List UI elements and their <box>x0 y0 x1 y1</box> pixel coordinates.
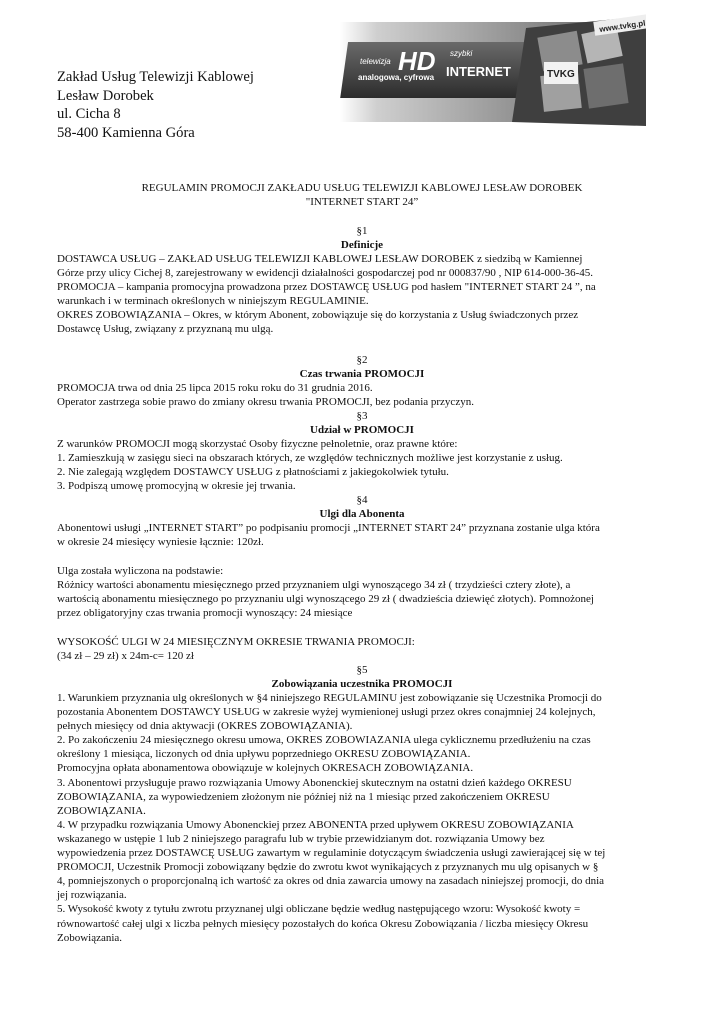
text-line: DOSTAWCA USŁUG – ZAKŁAD USŁUG TELEWIZJI KABLOWEJ LESŁAW DOROBEK z siedzibą w Kamiennej <box>57 253 583 265</box>
text-line: Promocyjna opłata abonamentowa obowiązuje w kolejnych OKRESACH ZOBOWIĄZANIA. <box>57 762 474 775</box>
address-line: ul. Cicha 8 <box>57 106 121 122</box>
text-line: jej rozwiązania. <box>57 889 127 902</box>
text-line: wypowiedzenia przez DOSTAWCĘ USŁUG zawartym w regulaminie dotyczącym świadczenia usługi zawierającej się w tej <box>57 847 606 860</box>
text-line: 1. Zamieszkują w zasięgu sieci na obszarach których, ze względów technicznych możliwe jest korzystanie z usług. <box>57 452 563 465</box>
text-line: PROMOCJI, Uczestnik Promocji zobowiązany będzie do zwrotu kwot wynikających z przyznanych mu ulg opisanych w § <box>57 861 599 874</box>
text-line: ZOBOWIĄZANIA. <box>57 804 146 817</box>
text-line: Zobowiązania. <box>57 931 123 944</box>
banner-logo: TVKG <box>547 69 575 80</box>
text-line: wartością abonamentu miesięcznego po przyznaniu ulgi wynoszącego 29 zł ( dwadzieścia dziewięć złotych). Pomnożonej <box>57 593 594 606</box>
text-line: pełnych miesięcy od dnia aktywacji (OKRES ZOBOWIĄZANIA). <box>57 720 353 733</box>
section-5-heading: Zobowiązania uczestnika PROMOCJI <box>271 678 453 690</box>
text-line: przez obligatoryjny czas trwania promocji wynoszący: 24 miesiące <box>57 607 353 620</box>
text-line: Górze przy ulicy Cichej 8, zarejestrowany w ewidencji działalności gospodarczej pod nr 000837/90 , NIP 614-000-36-45. <box>57 267 593 280</box>
section-4-heading: Ulgi dla Abonenta <box>319 508 405 520</box>
text-line: 2. Nie zalegają względem DOSTAWCY USŁUG z płatnościami z jakiegokolwiek tytułu. <box>57 466 449 479</box>
banner-tv-small: telewizja <box>360 57 391 66</box>
banner-tv-big: HD <box>398 46 436 76</box>
section-1-number: §1 <box>356 225 368 237</box>
section-2-heading: Czas trwania PROMOCJI <box>299 368 425 380</box>
text-line: 3. Abonentowi przysługuje prawo rozwiązania Umowy Abonenckiej skutecznym na ostatni dzień każdego OKRESU <box>57 776 572 789</box>
banner-tv-sub: analogowa, cyfrowa <box>358 73 435 82</box>
text-line: 4, pomniejszonych o proporcjonalną ich wartość za okres od dnia zawarcia umowy na zasadach niniejszej promocji, do dnia <box>57 875 605 888</box>
text-line: PROMOCJA trwa od dnia 25 lipca 2015 roku roku do 31 grudnia 2016. <box>57 382 373 394</box>
text-line: ZOBOWIĄZANIA, za wypowiedzeniem złożonym nie później niż na 1 miesiąc przed zakończeniem OKRESU <box>57 790 550 803</box>
text-line: Różnicy wartości abonamentu miesięcznego przed przyznaniem ulgi wynoszącego 34 zł ( trzydzieści cztery złote), a <box>57 579 571 592</box>
text-line: Abonentowi usługi „INTERNET START” po podpisaniu promocji „INTERNET START 24” przyznana zostanie ulga która <box>57 522 600 534</box>
text-line: 1. Warunkiem przyznania ulg określonych w §4 niniejszego REGULAMINU jest zobowiązanie się Uczestnika Promocji do <box>57 692 602 704</box>
text-line: PROMOCJA – kampania promocyjna prowadzona przez DOSTAWCĘ USŁUG pod hasłem "INTERNET START 24 ”, na <box>57 281 596 294</box>
text-line: WYSOKOŚĆ ULGI W 24 MIESIĘCZNYM OKRESIE TRWANIA PROMOCJI: <box>57 636 415 648</box>
section-1-body <box>57 252 667 337</box>
text-line: 4. W przypadku rozwiązania Umowy Abonenckiej przez ABONENTA przed upływem OKRESU ZOBOWIĄZANIA <box>57 818 574 831</box>
address-line: 58-400 Kamienna Góra <box>57 124 195 141</box>
section-3-body <box>57 437 667 493</box>
section-1-heading: Definicje <box>340 239 384 251</box>
section-3-number: §3 <box>356 410 368 422</box>
section-5-body <box>57 691 667 945</box>
text-line: Z warunków PROMOCJI mogą skorzystać Osoby fizyczne pełnoletnie, oraz prawne które: <box>57 438 458 450</box>
text-line: pozostania Abonentem DOSTAWCY USŁUG w zakresie wyżej wymienionej usługi przez okres conajmniej 24 kolejnych, <box>57 706 596 719</box>
photo-tile <box>583 63 628 108</box>
section-4-paragraph-1 <box>57 521 667 549</box>
promo-banner <box>340 14 646 126</box>
banner-url: www.tvkg.pl <box>598 18 646 35</box>
section-4-paragraph-3 <box>57 635 667 663</box>
company-address <box>57 68 254 142</box>
section-5-number: §5 <box>356 664 368 676</box>
title-line-1: REGULAMIN PROMOCJI ZAKŁADU USŁUG TELEWIZJI KABLOWEJ LESŁAW DOROBEK <box>141 182 583 194</box>
text-line: Ulga została wyliczona na podstawie: <box>57 565 224 577</box>
text-line: 2. Po zakończeniu 24 miesięcznego okresu umowa, OKRES ZOBOWIAZANIA ulega cyklicznemu przedłużeniu na czas <box>57 734 591 747</box>
text-line: Operator zastrzega sobie prawo do zmiany okresu trwania PROMOCJI, bez podania przyczyn. <box>57 396 474 409</box>
address-line: Lesław Dorobek <box>57 87 154 104</box>
banner-net-small: szybki <box>450 49 473 58</box>
text-line: równowartość całej ulgi x liczba pełnych miesięcy pozostałych do końca Okresu Zobowiązania / liczba miesięcy Okresu <box>57 917 589 930</box>
text-line: Dostawcę Usług, związany z przyznaną mu ulgą. <box>57 323 274 336</box>
section-2-number: §2 <box>356 354 368 366</box>
text-line: wskazanego w ustępie 1 lub 2 niniejszego paragrafu lub w trybie przewidzianym dot. rozwiązania Umowy bez <box>57 832 545 845</box>
banner-net-big: INTERNET <box>446 64 511 79</box>
text-line: określony 1 miesiąca, liczonych od dnia upływu poprzedniego OKRESU ZOBOWIĄZANIA. <box>57 748 471 761</box>
section-2-body <box>57 381 667 409</box>
text-line: OKRES ZOBOWIĄZANIA – Okres, w którym Abonent, zobowiązuje się do korzystania z Usług świadczonych przez <box>57 309 579 322</box>
text-line: 5. Wysokość kwoty z tytułu zwrotu przyznanej ulgi obliczane będzie według następującego wzoru: Wysokość kwoty = <box>57 903 581 916</box>
section-3-heading: Udział w PROMOCJI <box>310 424 414 436</box>
text-line: warunkach i w terminach określonych w niniejszym REGULAMINIE. <box>57 295 369 308</box>
title-line-2: "INTERNET START 24” <box>305 196 419 208</box>
section-4-number: §4 <box>356 494 368 506</box>
address-line: Zakład Usług Telewizji Kablowej <box>57 69 254 85</box>
section-4-paragraph-2 <box>57 564 667 620</box>
text-line: (34 zł – 29 zł) x 24m-c= 120 zł <box>57 650 194 663</box>
text-line: w okresie 24 miesięcy wyniesie łącznie: 120zł. <box>57 536 264 549</box>
text-line: 3. Podpiszą umowę promocyjną w okresie jej trwania. <box>57 480 296 493</box>
